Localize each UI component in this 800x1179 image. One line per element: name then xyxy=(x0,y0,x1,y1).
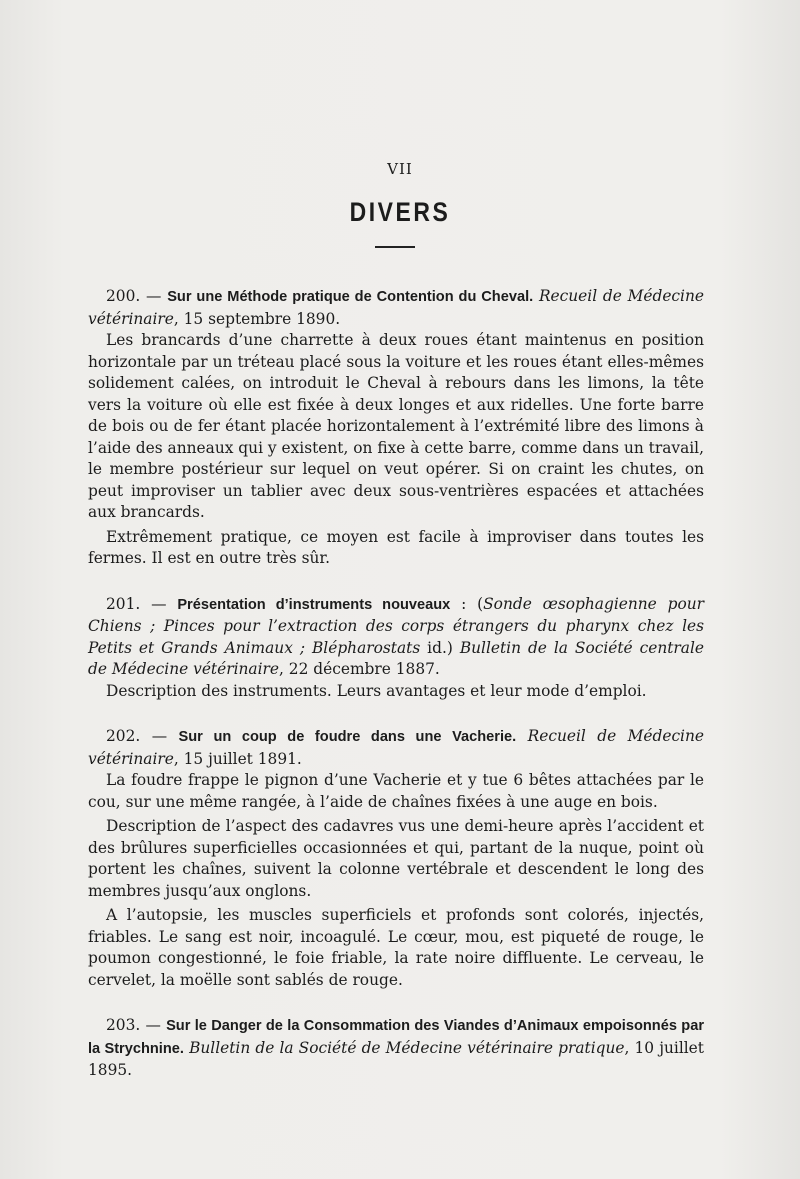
entry-title: Sur le Danger de la Consommation des Viandes d’Animaux empoisonnés par la Strychnine. xyxy=(88,1018,704,1057)
entry-201 xyxy=(88,594,704,703)
entry-number: 203. — xyxy=(106,1016,161,1034)
paragraph: Extrêmement pratique, ce moyen est facile à improviser dans toutes les fermes. Il est en outre très sûr. xyxy=(88,527,704,567)
entry-date: , 15 septembre 1890. xyxy=(173,309,341,328)
entry-number: 200. — xyxy=(106,287,162,305)
detail-open: : ( xyxy=(450,594,484,613)
paragraph: Description des instruments. Leurs avantages et leur mode d’emploi. xyxy=(106,681,647,700)
paragraph: A l’autopsie, les muscles superficiels et profonds sont colorés, injectés, friables. Le sang est noir, incoagulé. Le cœur, mou, est piqueté de rouge, le poumon congestionné, le foie friable, la rate noire diffluente. Le cerveau, le cervelet, la moëlle sont sablés de rouge. xyxy=(88,906,704,989)
entry-heading xyxy=(88,726,704,770)
entry-source: Bulletin de la Société de Médecine vétérinaire pratique xyxy=(189,1038,625,1057)
entry-number: 201. — xyxy=(106,594,167,613)
paragraph: Les brancards d’une charrette à deux roues étant maintenus en position horizontale par un tréteau placé sous la voiture et les roues étant elles-mêmes solidement calées, on introduit le Cheval à rebours dans les limons, la tête vers la voiture où elle est fixée à deux longes et aux ridelles. Une forte barre de bois ou de fer étant placée horizontalement à l’extrémité libre des limons à l’aide des anneaux qui y existent, on fixe à cette barre, comme dans un travail, le membre postérieur sur lequel on veut opérer. Si on craint les chutes, on peut improviser un tablier avec deux sous-ventrières espacées et attachées aux brancards. xyxy=(88,331,704,521)
entries xyxy=(88,286,704,1106)
paragraph: Description de l’aspect des cadavres vus une demi-heure après l’accident et des brûlures superficielles occasionnées et qui, partant de la nuque, point où portent les chaînes, suivent la colonne vertébrale et descendent le long des membres jusqu’aux onglons. xyxy=(88,817,704,900)
section-title: DIVERS xyxy=(349,197,451,227)
detail-close: id.) xyxy=(420,638,460,657)
title-rule xyxy=(375,246,415,248)
section-number: VII xyxy=(387,160,413,178)
entry-heading xyxy=(88,1015,704,1082)
entry-title: Sur un coup de foudre dans une Vacherie. xyxy=(178,729,517,745)
entry-detail: Sonde œsophagienne pour Chiens ; Pinces pour l’extraction des corps étrangers du pharynx chez les Petits et Grands Animaux ; Blépharostats xyxy=(88,594,704,657)
entry-date: , 22 décembre 1887. xyxy=(279,660,440,678)
entry-date: , 15 juillet 1891. xyxy=(173,749,302,768)
entry-source: Recueil de Médecine vétérinaire xyxy=(88,287,704,328)
entry-number: 202. — xyxy=(106,727,168,745)
entry-title: Sur une Méthode pratique de Contention du Cheval. xyxy=(167,289,534,305)
entry-202 xyxy=(88,726,704,991)
entry-heading xyxy=(88,286,704,330)
entry-source: Recueil de Médecine vétérinaire xyxy=(88,727,705,768)
entry-title: Présentation d’instruments nouveaux xyxy=(177,596,451,613)
entry-source: Bulletin de la Société centrale de Médecine vétérinaire xyxy=(88,638,704,678)
entry-date: , 10 juillet 1895. xyxy=(88,1038,704,1079)
paragraph: La foudre frappe le pignon d’une Vacherie et y tue 6 bêtes attachées par le cou, sur une même rangée, à l’aide de chaînes fixées à une auge en bois. xyxy=(88,771,704,811)
entry-200 xyxy=(88,286,704,570)
entry-heading xyxy=(88,594,704,681)
entry-203 xyxy=(88,1015,704,1082)
